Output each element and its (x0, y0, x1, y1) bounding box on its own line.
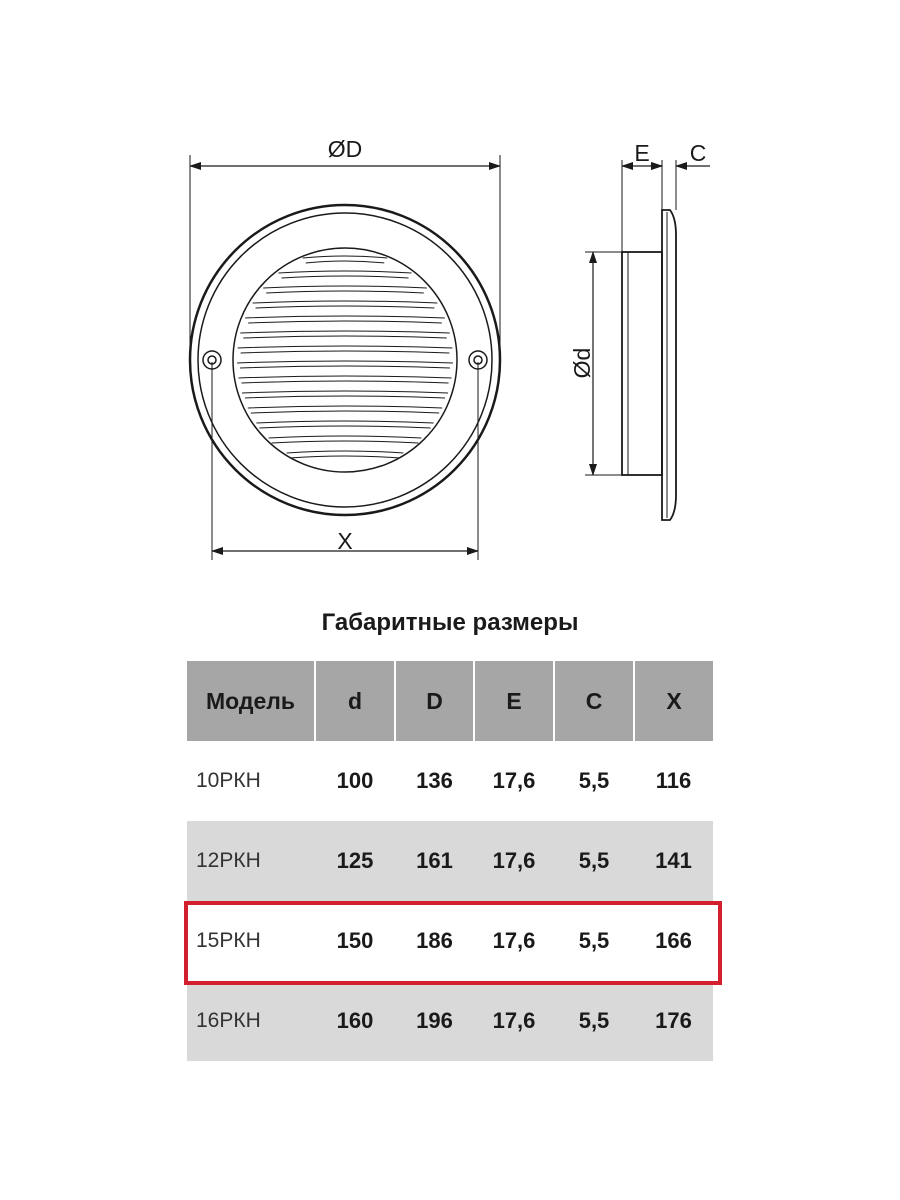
louver-slat-edge (241, 381, 448, 383)
label-duct-diameter: Ød (569, 347, 595, 379)
label-flange: C (689, 140, 707, 166)
header-d: d (315, 661, 395, 741)
label-outer-diameter: ØD (327, 136, 363, 162)
cell-C: 5,5 (554, 981, 634, 1061)
louver-slat (240, 331, 449, 333)
front-view (190, 136, 500, 560)
cell-X: 176 (634, 981, 713, 1061)
louver-slat (303, 256, 388, 258)
table-row (187, 981, 713, 1061)
louver-slat-edge (266, 291, 424, 293)
cell-X: 141 (634, 821, 713, 901)
louver-slat-edge (241, 351, 450, 353)
cell-E: 17,6 (492, 928, 536, 953)
table-header-row (187, 661, 713, 741)
cell-D: 186 (416, 928, 453, 953)
label-depth: E (634, 140, 650, 166)
louver-slat-edge (281, 276, 408, 278)
louver-slat (278, 271, 411, 273)
cell-E: 17,6 (492, 768, 536, 793)
louver-slat (238, 346, 453, 348)
dimensions-table (187, 661, 713, 1061)
louver-slat (263, 286, 427, 288)
louver-slat (269, 436, 422, 438)
technical-drawing (0, 0, 900, 590)
louver-slat (245, 316, 445, 318)
section-title: Габаритные размеры (321, 609, 579, 636)
cell-d: 160 (315, 981, 395, 1061)
louver-slat-edge (248, 321, 442, 323)
cell-D: 161 (395, 821, 474, 901)
louver-slat (248, 406, 442, 408)
cell-C: 5,5 (578, 928, 610, 953)
header-X: X (634, 661, 713, 741)
louver-slat (242, 391, 448, 393)
cell-E: 17,6 (474, 981, 554, 1061)
cell-X: 166 (655, 928, 692, 953)
louver-slat-edge (290, 456, 401, 458)
highlight-frame (184, 901, 722, 985)
cell-d: 100 (336, 768, 374, 793)
louver-slat (256, 421, 433, 423)
cell-d: 150 (336, 928, 374, 953)
flange-profile (662, 210, 676, 520)
louver-slat-edge (259, 426, 430, 428)
header-E: E (474, 661, 554, 741)
louver-slats (237, 256, 453, 458)
louver-slat (253, 301, 438, 303)
louver-slat (237, 361, 453, 363)
cell-D: 136 (416, 768, 453, 793)
outer-flange-ring (190, 205, 500, 515)
louver-slat (287, 451, 404, 453)
cell-d: 125 (315, 821, 395, 901)
louver-slat-edge (251, 411, 439, 413)
louver-slat-edge (245, 396, 445, 398)
label-screw-spacing: X (337, 528, 353, 554)
louver-slat-edge (243, 336, 446, 338)
louver-slat-edge (272, 441, 419, 443)
cell-model: 16РКН (187, 981, 315, 1061)
table-row (187, 741, 713, 821)
louver-slat-edge (306, 261, 385, 263)
table-row (187, 821, 713, 901)
louver-slat-edge (256, 306, 435, 308)
cell-model: 10РКН (196, 769, 261, 792)
louver-slat-edge (240, 366, 450, 368)
header-D: D (395, 661, 474, 741)
side-view (569, 140, 710, 520)
cell-C: 5,5 (554, 821, 634, 901)
grille-opening (233, 248, 457, 472)
inner-flange-ring (198, 213, 492, 507)
cell-model: 15РКН (196, 929, 261, 952)
louver-slat (238, 376, 451, 378)
cell-X: 116 (655, 768, 692, 793)
cell-C: 5,5 (578, 768, 610, 793)
cell-E: 17,6 (474, 821, 554, 901)
header-model: Модель (187, 661, 315, 741)
header-C: C (554, 661, 634, 741)
cell-D: 196 (395, 981, 474, 1061)
cell-model: 12РКН (187, 821, 315, 901)
